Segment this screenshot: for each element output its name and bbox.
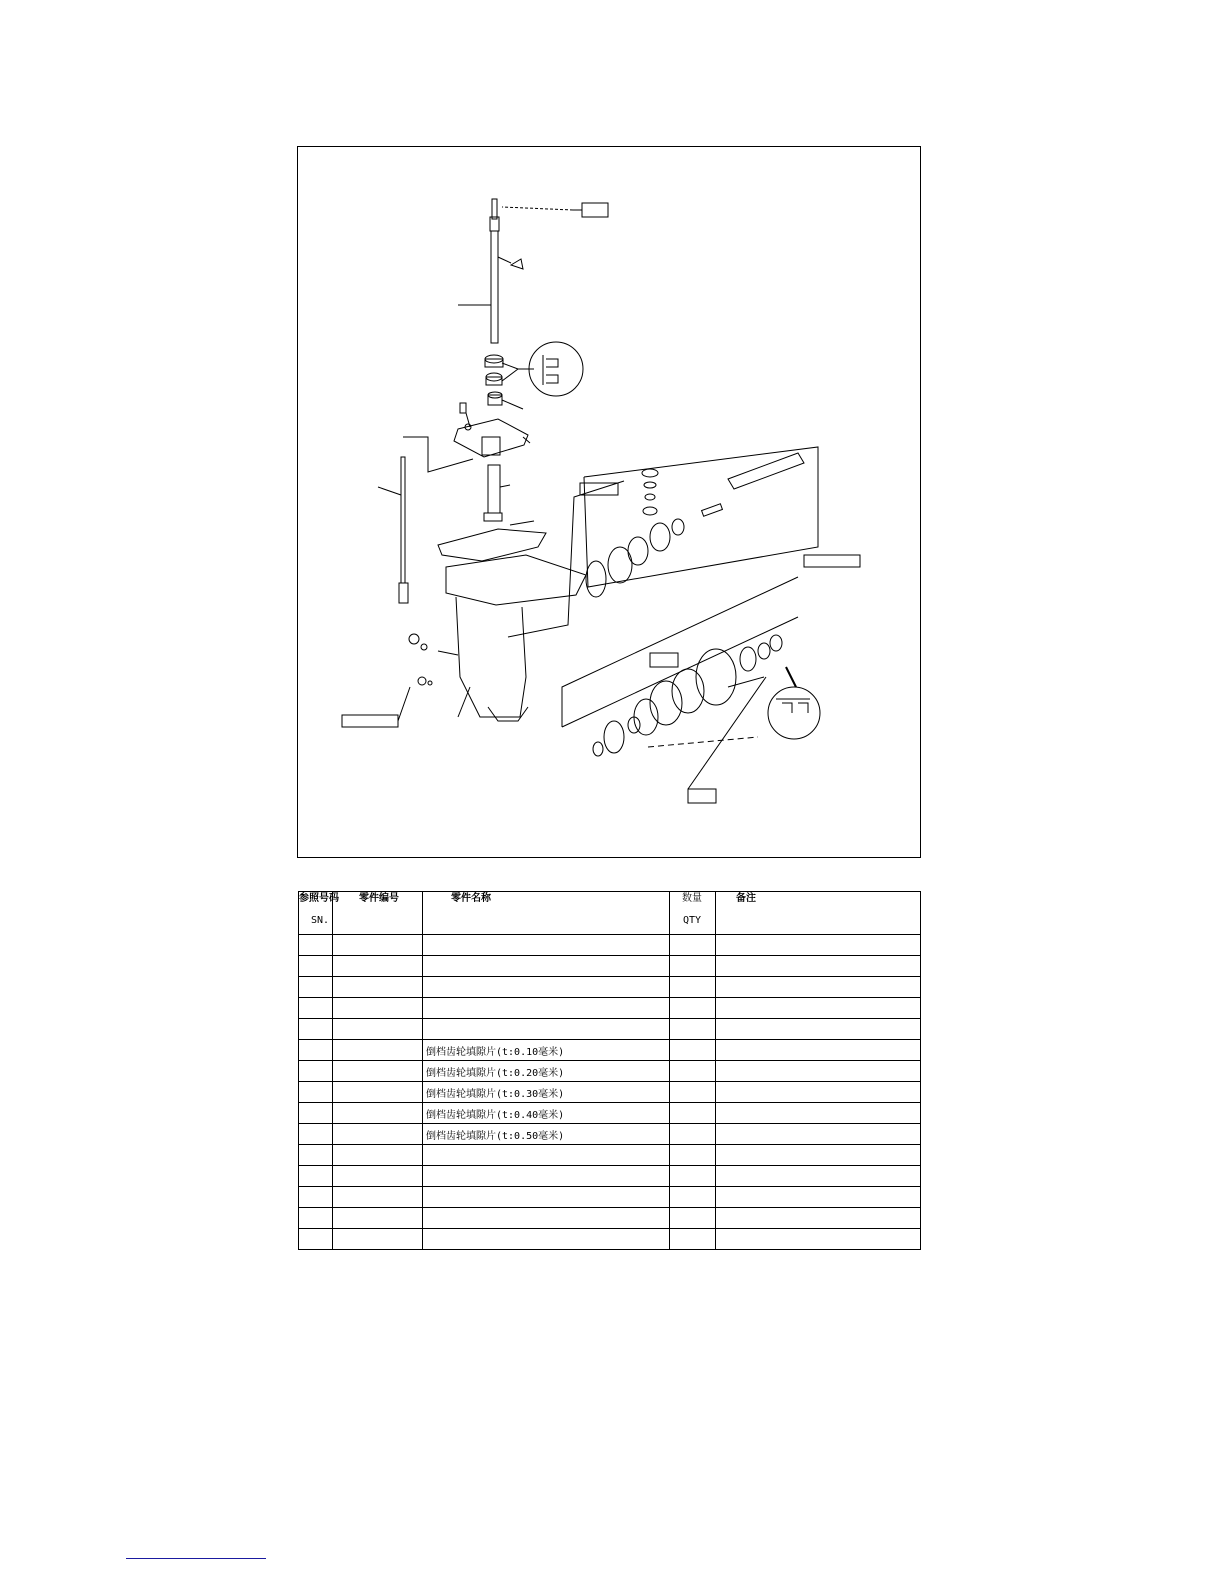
leader-line [508,481,624,637]
gasket-plate [438,521,546,561]
cell-remarks [716,935,921,956]
cell-sn [299,1187,333,1208]
cell-remarks [716,1208,921,1229]
callout-label-box [342,715,398,727]
cell-qty [670,1124,716,1145]
header-part-no [333,892,423,935]
cell-remarks [716,1229,921,1250]
cell-qty [670,935,716,956]
footnote-rule [126,1558,266,1559]
cell-sn [299,1019,333,1040]
table-row [299,1061,921,1082]
cell-qty [670,1166,716,1187]
cell-qty [670,1082,716,1103]
cell-sn [299,1145,333,1166]
table-row [299,977,921,998]
detail-magnifier-circle [529,342,583,396]
cell-remarks [716,1145,921,1166]
cell-remarks [716,1019,921,1040]
cell-qty [670,1208,716,1229]
parts-list-table [298,891,921,1250]
header-sn-en: SN. [311,915,330,926]
grease-tube-icon [650,653,678,667]
header-qty-en: QTY [683,915,702,926]
cell-part-no [333,1229,423,1250]
cell-sn [299,1229,333,1250]
table-row [299,1208,921,1229]
cell-part-name: 倒档齿轮填隙片(t:0.40毫米) [423,1103,670,1124]
cell-part-name [423,1019,670,1040]
cell-remarks [716,956,921,977]
cell-qty [670,1187,716,1208]
cell-sn [299,935,333,956]
table-row [299,1229,921,1250]
cell-part-no [333,1124,423,1145]
clip-part [498,257,523,269]
cell-qty [670,1229,716,1250]
table-row [299,1124,921,1145]
shaft-sleeve [484,465,510,521]
cell-part-no [333,935,423,956]
cell-sn [299,1124,333,1145]
cell-remarks [716,1103,921,1124]
header-qty [670,892,716,935]
cell-sn [299,1166,333,1187]
cell-part-name [423,977,670,998]
lower-unit-casing [446,555,586,721]
cell-remarks [716,1187,921,1208]
header-part-name-cn: 零件名称 [451,893,491,904]
cell-part-no [333,1166,423,1187]
cell-part-no [333,977,423,998]
header-part-name [423,892,670,935]
seal-stack [485,355,534,409]
bearing-housing-assembly [562,577,798,789]
cell-qty [670,998,716,1019]
cell-sn [299,1082,333,1103]
callout-label-box [804,555,860,567]
exploded-parts-diagram [297,146,921,858]
table-row [299,1187,921,1208]
cell-part-no [333,1082,423,1103]
diagram-drawing [298,147,920,857]
cell-part-name [423,1229,670,1250]
cell-part-name [423,1187,670,1208]
cell-part-name [423,935,670,956]
cell-sn [299,1208,333,1229]
cell-part-name [423,998,670,1019]
cell-remarks [716,998,921,1019]
cell-part-no [333,998,423,1019]
cell-qty [670,1040,716,1061]
cell-sn [299,998,333,1019]
cell-part-name: 倒档齿轮填隙片(t:0.20毫米) [423,1061,670,1082]
cell-part-no [333,1019,423,1040]
cell-part-no [333,1103,423,1124]
cell-remarks [716,1082,921,1103]
header-remarks [716,892,921,935]
table-row [299,998,921,1019]
cell-part-name [423,1145,670,1166]
header-remarks-cn: 备注 [736,893,756,904]
cell-part-name [423,956,670,977]
parts-table-body [299,935,921,1250]
cell-part-name [423,1166,670,1187]
cell-sn [299,1061,333,1082]
cell-remarks [716,1124,921,1145]
cell-qty [670,1019,716,1040]
cell-qty [670,1061,716,1082]
header-sn [299,892,339,935]
propeller-shaft-assembly [584,447,818,597]
bolt-parts [409,634,458,685]
cell-part-no [333,1145,423,1166]
cell-part-name: 倒档齿轮填隙片(t:0.30毫米) [423,1082,670,1103]
cell-sn [299,1103,333,1124]
pump-housing [454,403,530,457]
cell-part-no [333,1208,423,1229]
cell-part-no [333,1040,423,1061]
header-sn-cn: 参照号码 [299,893,339,904]
table-row [299,1145,921,1166]
table-row [299,1040,921,1061]
cell-remarks [716,977,921,998]
cell-qty [670,1145,716,1166]
cell-part-no [333,1061,423,1082]
header-qty-cn: 数量 [682,893,702,904]
grease-tube-icon [502,203,608,217]
table-row [299,956,921,977]
table-header-row [299,892,921,935]
cell-remarks [716,1040,921,1061]
cell-qty [670,1103,716,1124]
cell-part-name [423,1208,670,1229]
cell-part-name: 倒档齿轮填隙片(t:0.10毫米) [423,1040,670,1061]
cell-sn [299,977,333,998]
cell-part-no [333,1187,423,1208]
table-row [299,1103,921,1124]
cell-remarks [716,1061,921,1082]
cell-qty [670,956,716,977]
cell-sn [299,1040,333,1061]
table-row [299,935,921,956]
cell-sn [299,956,333,977]
table-row [299,1019,921,1040]
table-row [299,1082,921,1103]
grease-tube-icon [688,789,716,803]
cell-part-name: 倒档齿轮填隙片(t:0.50毫米) [423,1124,670,1145]
cell-qty [670,977,716,998]
table-row [299,1166,921,1187]
cell-remarks [716,1166,921,1187]
detail-magnifier-circle [768,667,820,739]
shift-rod [378,437,473,603]
drive-shaft [458,199,499,343]
header-part-no-cn: 零件编号 [359,893,399,904]
cell-part-no [333,956,423,977]
